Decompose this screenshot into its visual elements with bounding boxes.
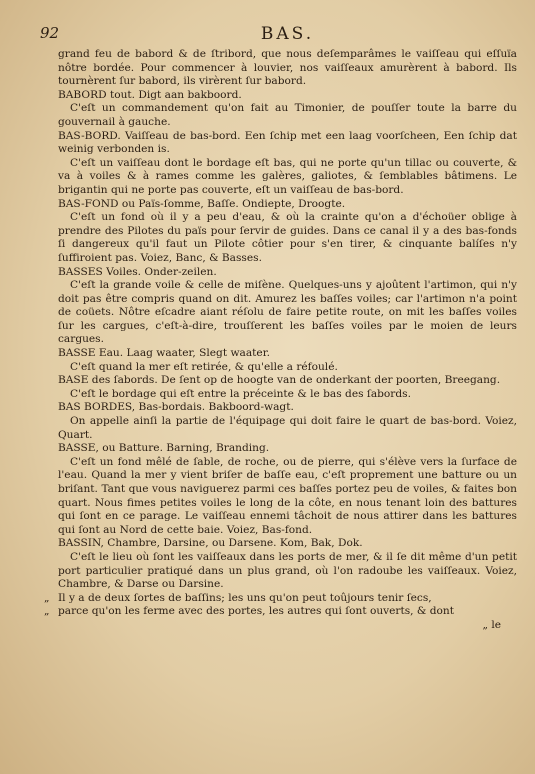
running-title: BAS. [260,24,315,44]
definition-bas-fond: C'eſt un fond où il y a peu d'eau, & où la crainte qu'on a d'échoüer oblige à prendre des Pilotes du païs pour ſervir de guides. Dans ce canal il y a des bas-fonds ſi dangereux qu'il faut un Pilote côtier pour s'en tirer, & cinquante balíſes n'y ſuffiroient pas. Voiez, Banc, & Basses. [58,211,517,264]
quoted-line-1: „ Il y a de deux ſortes de baſſins; les uns qu'on peut toûjours tenir ſecs, [44,591,432,604]
definition-bas-bord: C'eſt un vaiſſeau dont le bordage eſt bas, qui ne porte qu'un tillac ou couverte, & va à voiles & à rames comme les galères, galiotes, & ſemblables bâtimens. Le brigantin qui ne porte pas couverte, eſt un vaiſſeau de bas-bord. [58,156,517,196]
definition-bassin: C'eſt le lieu où ſont les vaiſſeaux dans les ports de mer, & il ſe dit même d'un petit port particulier pratiqué dans un plus grand, où l'on radoube les vaiſſeaux. Voiez, Chambre, & Darse ou Darsine. [58,550,517,591]
entry-heading-basse-eau: BASSE Eau. Laag waater, Slegt waater. [58,347,270,360]
entry-heading-bas-bordes: BAS BORDES, Bas-bordais. Bakboord-wagt. [58,401,294,414]
page-header [40,24,517,48]
entry-heading-bas-bord: BAS-BORD. Vaiſſeau de bas-bord. Een ſchip met een laag voorſcheen, Een ſchip dat weinig verbonden is. [58,129,517,156]
definition-base-sabords: C'eſt le bordage qui eſt entre la préceinte & le bas des ſabords. [70,387,411,400]
paragraph-continuation: grand feu de babord & de ſtribord, que nous deſemparâmes le vaiſſeau qui eſſuïa nôtre bordée. Pour commencer à louvier, nos vaiſſeaux amurèrent à babord. Ils tournèrent ſur babord, ils virèrent ſur babord. [58,48,517,88]
entry-heading-bassin: BASSIN, Chambre, Darsine, ou Darsene. Kom, Bak, Dok. [58,537,363,550]
definition-basse-batture: C'eſt un fond mêlé de ſable, de roche, ou de pierre, qui s'élève vers la ſurface de l'eau. Quand la mer y vient briſer de baſſe eau, c'eſt proprement une batture ou un briſant. Tant que vous naviguerez parmi ces baſſes portez peu de voiles, & faites bon quart. Nous fimes petites voiles le long de la côte, en nous tenant loin des battures qui ſont en ce parage. Le vaiſſeau ennemi tâchoit de nous attirer dans les battures qui ſont au Nord de cette baie. Voiez, Bas-fond. [58,455,517,536]
quote-mark: „ [44,591,50,604]
quote-mark: „ [44,605,50,618]
entry-heading-bas-fond: BAS-FOND ou Païs-ſomme, Baſſe. Ondiepte, Droogte. [58,197,346,210]
definition-babord: C'eſt un commandement qu'on fait au Timonier, de pouſſer toute la barre du gouvernail à gauche. [58,102,517,128]
entry-heading-basses-voiles: BASSES Voiles. Onder-zeilen. [58,265,217,278]
quoted-line-2: „ parce qu'on les ferme avec des portes, les autres qui ſont ouverts, & dont [44,605,454,618]
definition-bas-bordes: On appelle ainſi la partie de l'équipage qui doit faire le quart de bas-bord. Voiez, Quart. [58,415,517,441]
entry-heading-base-sabords: BASE des ſabords. De ſent op de hoogte van de onderkant der poorten, Breegang. [58,374,501,387]
page-number: 92 [40,24,60,42]
page-body [44,48,517,633]
definition-basse-eau: C'eſt quand la mer eſt retirée, & qu'elle a réfoulé. [70,360,338,373]
catchword: „ le [482,618,501,631]
definition-basses-voiles: C'eſt la grande voile & celle de miſène. Quelques-uns y ajoûtent l'artimon, qui n'y doit pas être compris quand on dit. Amurez les baſſes voiles; car l'artimon n'a point de coüets. Nôtre eſcadre aiant réſolu de faire petite route, on mit les baſſes voiles ſur les cargues, c'eſt-à-dire, trouſſerent les baſſes voiles par le moien de leurs cargues. [58,279,517,346]
entry-heading-basse-batture: BASSE, ou Batture. Barning, Branding. [58,442,270,455]
entry-heading-babord: BABORD tout. Digt aan bakboord. [58,88,242,101]
